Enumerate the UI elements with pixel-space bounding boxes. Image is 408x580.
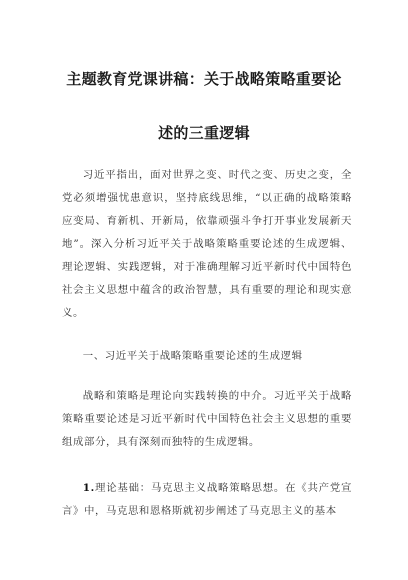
document-title-line-1: 主题教育党课讲稿：关于战略策略重要论 bbox=[66, 70, 342, 88]
intro-paragraph: 习近平指出，面对世界之变、时代之变、历史之变，全党必须增强忧患意识，坚持底线思维，“以正确的战略策略应变局、育新机、开新局，依靠顽强斗争打开事业发展新天地”。深入分析习近平关于战略策略重要论述的生成逻辑、理论逻辑、实践逻辑，对于准确理解习近平新时代中国特色社会主义思想中蕴含的政治智慧，具有重要的理论和现实意义。 bbox=[62, 169, 352, 319]
subsection-paragraph bbox=[62, 477, 352, 523]
document-title-line-2: 述的三重逻辑 bbox=[158, 124, 250, 142]
subsection-number: 1. bbox=[82, 482, 95, 494]
subsection-text: 理论基础：马克思主义战略策略思想。在《共产党宣言》中，马克思和恩格斯就初步阐述了马克思主义的基本 bbox=[62, 482, 352, 517]
section-paragraph: 战略和策略是理论向实践转换的中介。习近平关于战略策略重要论述是习近平新时代中国特色社会主义思想的重要组成部分，具有深刻而独特的生成逻辑。 bbox=[62, 390, 352, 448]
section-heading: 一、习近平关于战略策略重要论述的生成逻辑 bbox=[82, 350, 303, 362]
